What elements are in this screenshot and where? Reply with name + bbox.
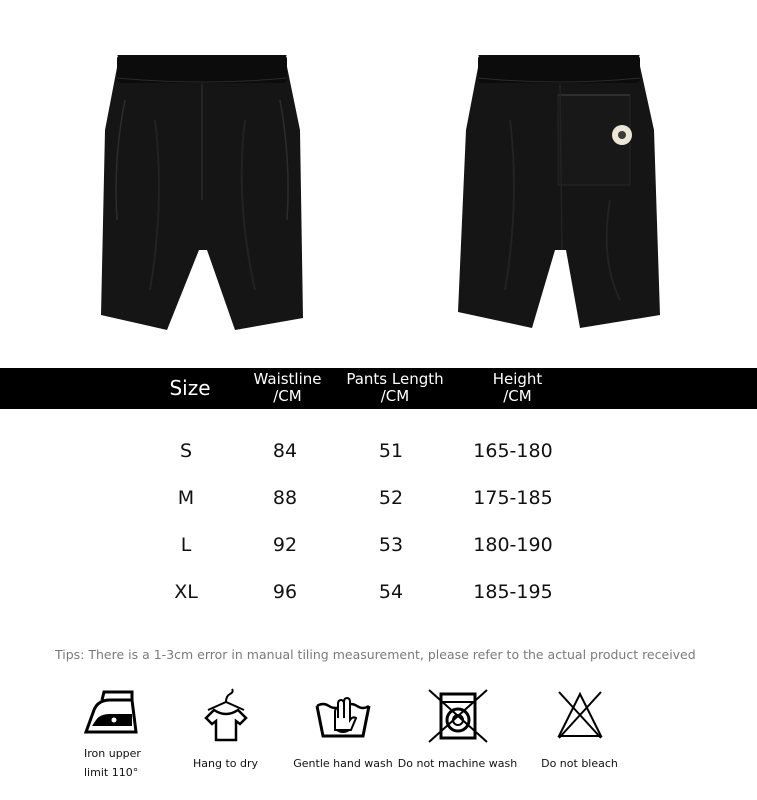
cell-size: M bbox=[177, 487, 195, 509]
care-hang bbox=[183, 688, 268, 773]
shorts-back-image bbox=[450, 0, 670, 340]
table-row bbox=[0, 534, 757, 564]
cell-waistline: 88 bbox=[272, 487, 298, 509]
hand-wash-icon bbox=[313, 688, 373, 744]
header-height bbox=[465, 371, 570, 405]
shorts-front-image bbox=[95, 0, 310, 340]
care-hand-wash-label: Gentle hand wash bbox=[293, 757, 393, 770]
header-size: Size bbox=[169, 376, 211, 400]
care-instructions bbox=[0, 688, 757, 798]
care-no-machine-wash bbox=[395, 688, 520, 773]
care-iron-line1: Iron upper bbox=[84, 747, 141, 760]
cell-size: L bbox=[180, 534, 192, 556]
care-no-machine-wash-label: Do not machine wash bbox=[397, 757, 518, 770]
cell-waistline: 96 bbox=[272, 581, 298, 603]
cell-height: 180-190 bbox=[473, 534, 553, 556]
cell-size: XL bbox=[174, 581, 198, 603]
table-row bbox=[0, 487, 757, 517]
iron-icon bbox=[80, 688, 142, 736]
no-bleach-icon bbox=[555, 688, 605, 744]
table-row bbox=[0, 440, 757, 470]
header-pants-length bbox=[335, 371, 455, 405]
cell-size: S bbox=[179, 440, 193, 462]
measurement-tips: Tips: There is a 1-3cm error in manual tiling measurement, please refer to the actual product received bbox=[55, 647, 696, 662]
care-hang-label: Hang to dry bbox=[192, 757, 259, 770]
cell-waistline: 84 bbox=[272, 440, 298, 462]
care-iron-line2: limit 110° bbox=[84, 766, 139, 779]
hanger-shirt-icon bbox=[202, 688, 250, 744]
header-height-unit: /CM bbox=[503, 387, 532, 405]
header-waistline-unit: /CM bbox=[273, 387, 302, 405]
size-table-header bbox=[0, 368, 757, 409]
cell-pants-length: 52 bbox=[378, 487, 404, 509]
product-images bbox=[0, 0, 757, 368]
cell-waistline: 92 bbox=[272, 534, 298, 556]
header-pants-length-unit: /CM bbox=[380, 387, 410, 405]
cell-height: 165-180 bbox=[473, 440, 553, 462]
header-height-label: Height bbox=[492, 370, 543, 388]
header-pants-length-label: Pants Length bbox=[346, 370, 444, 388]
care-hand-wash bbox=[288, 688, 398, 773]
no-machine-wash-icon bbox=[427, 688, 489, 744]
care-iron bbox=[72, 688, 152, 782]
cell-height: 175-185 bbox=[473, 487, 553, 509]
cell-pants-length: 51 bbox=[378, 440, 404, 462]
care-no-bleach bbox=[532, 688, 627, 773]
cell-pants-length: 53 bbox=[378, 534, 404, 556]
header-waistline-label: Waistline bbox=[253, 370, 322, 388]
cell-pants-length: 54 bbox=[378, 581, 404, 603]
cell-height: 185-195 bbox=[473, 581, 553, 603]
header-waistline bbox=[235, 371, 340, 405]
table-row bbox=[0, 581, 757, 611]
care-no-bleach-label: Do not bleach bbox=[541, 757, 618, 770]
